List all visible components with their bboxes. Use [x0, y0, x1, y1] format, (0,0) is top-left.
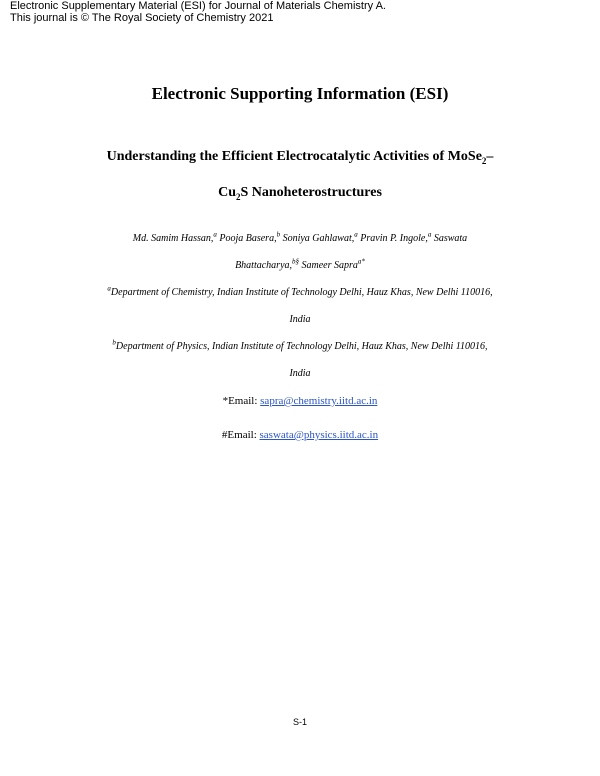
author-name: Saswata [431, 233, 468, 244]
header-line-2: This journal is © The Royal Society of Chemistry 2021 [10, 12, 274, 24]
author-name: Bhattacharya, [235, 260, 293, 271]
author-name: Soniya Gahlawat, [280, 233, 355, 244]
authors-line-2 [0, 259, 600, 273]
affiliation-mark: b [276, 230, 281, 239]
email-label: #Email: [221, 429, 260, 441]
paper-title-text: Cu [218, 185, 236, 200]
page-number: S-1 [292, 717, 307, 727]
affiliation-mark: a [213, 230, 217, 239]
paper-title-line-1 [0, 148, 600, 166]
author-name: Pooja Basera, [216, 233, 277, 244]
affiliation-text: Department of Chemistry, Indian Institute of Technology Delhi, Hauz Khas, New Delhi 110016, [110, 287, 493, 298]
email-link-saswata[interactable]: saswata@physics.iitd.ac.in [259, 429, 379, 441]
affiliation-a-line-2: India [289, 314, 311, 325]
affiliation-b-line-2: India [289, 368, 311, 379]
paper-title-text: – [486, 149, 494, 164]
paper-title-text: Understanding the Efficient Electrocatalytic Activities of MoSe [106, 149, 482, 164]
authors-line-1 [0, 232, 600, 246]
author-name: Md. Samim Hassan, [132, 233, 214, 244]
affiliation-mark: a [354, 230, 358, 239]
affiliation-mark: b§ [292, 257, 300, 266]
author-name: Sameer Sapra [299, 260, 358, 271]
paper-title-line-2 [0, 184, 600, 202]
author-name: Pravin P. Ingole, [357, 233, 428, 244]
affiliation-mark: a [107, 284, 111, 293]
email-link-sapra[interactable]: sapra@chemistry.iitd.ac.in [260, 395, 378, 407]
affiliation-a-line-1 [0, 286, 600, 300]
affiliation-mark: a* [357, 257, 365, 266]
header-line-1: Electronic Supplementary Material (ESI) for Journal of Materials Chemistry A. [10, 0, 386, 12]
paper-title-text: S Nanoheterostructures [240, 185, 382, 200]
affiliation-b-line-1 [0, 340, 600, 354]
affiliation-mark: b [112, 338, 116, 347]
affiliation-text: Department of Physics, Indian Institute of Technology Delhi, Hauz Khas, New Delhi 110016, [115, 341, 488, 352]
email-line-2 [0, 428, 600, 442]
subscript: 2 [481, 155, 487, 166]
email-label: *Email: [222, 395, 261, 407]
page-title: Electronic Supporting Information (ESI) [151, 84, 449, 103]
affiliation-mark: a [427, 230, 432, 239]
subscript: 2 [235, 191, 241, 202]
email-line-1 [0, 394, 600, 408]
